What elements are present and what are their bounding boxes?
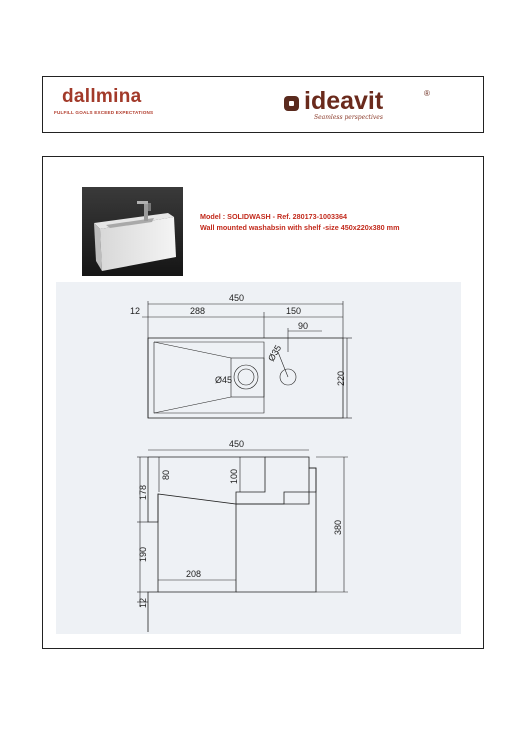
technical-drawing — [56, 282, 461, 634]
side-lower-height: 190 — [138, 546, 148, 562]
top-left-offset: 12 — [130, 306, 141, 316]
top-depth: 220 — [336, 370, 346, 386]
top-tap-hole-diameter: Ø35 — [266, 343, 284, 363]
side-drain-depth: 100 — [229, 468, 239, 484]
top-tap-offset: 90 — [298, 321, 309, 331]
washbasin-photo-icon — [82, 187, 183, 276]
dallmina-tagline: FULFILL GOALS EXCEED EXPECTATIONS — [54, 110, 154, 115]
side-total-height: 380 — [333, 519, 343, 535]
side-basin-depth: 80 — [161, 469, 171, 480]
dallmina-logo — [54, 86, 182, 122]
top-overall-width: 450 — [229, 293, 245, 303]
registered-mark: ® — [424, 89, 430, 98]
ideavit-logo — [284, 87, 454, 124]
side-shelf-depth: 208 — [186, 569, 202, 579]
ideavit-logo-icon — [284, 96, 299, 111]
top-view — [130, 293, 352, 418]
product-model-reference: Model : SOLIDWASH - Ref. 280173-1003364 — [200, 212, 347, 221]
top-basin-width: 288 — [190, 306, 206, 316]
ideavit-brand-name: ideavit — [304, 87, 384, 115]
side-bottom-thickness: 12 — [138, 597, 148, 608]
side-view — [137, 439, 348, 632]
top-shelf-width: 150 — [286, 306, 302, 316]
dallmina-brand-name: dallmina — [62, 86, 142, 107]
top-drain-diameter: Ø45 — [215, 375, 233, 385]
side-upper-height: 178 — [138, 484, 148, 500]
dimension-drawing — [56, 282, 461, 634]
product-description: Wall mounted washabsin with shelf -size 450x220x380 mm — [200, 223, 400, 232]
ideavit-tagline: Seamless perspectives — [314, 114, 383, 121]
side-overall-width: 450 — [229, 439, 245, 449]
